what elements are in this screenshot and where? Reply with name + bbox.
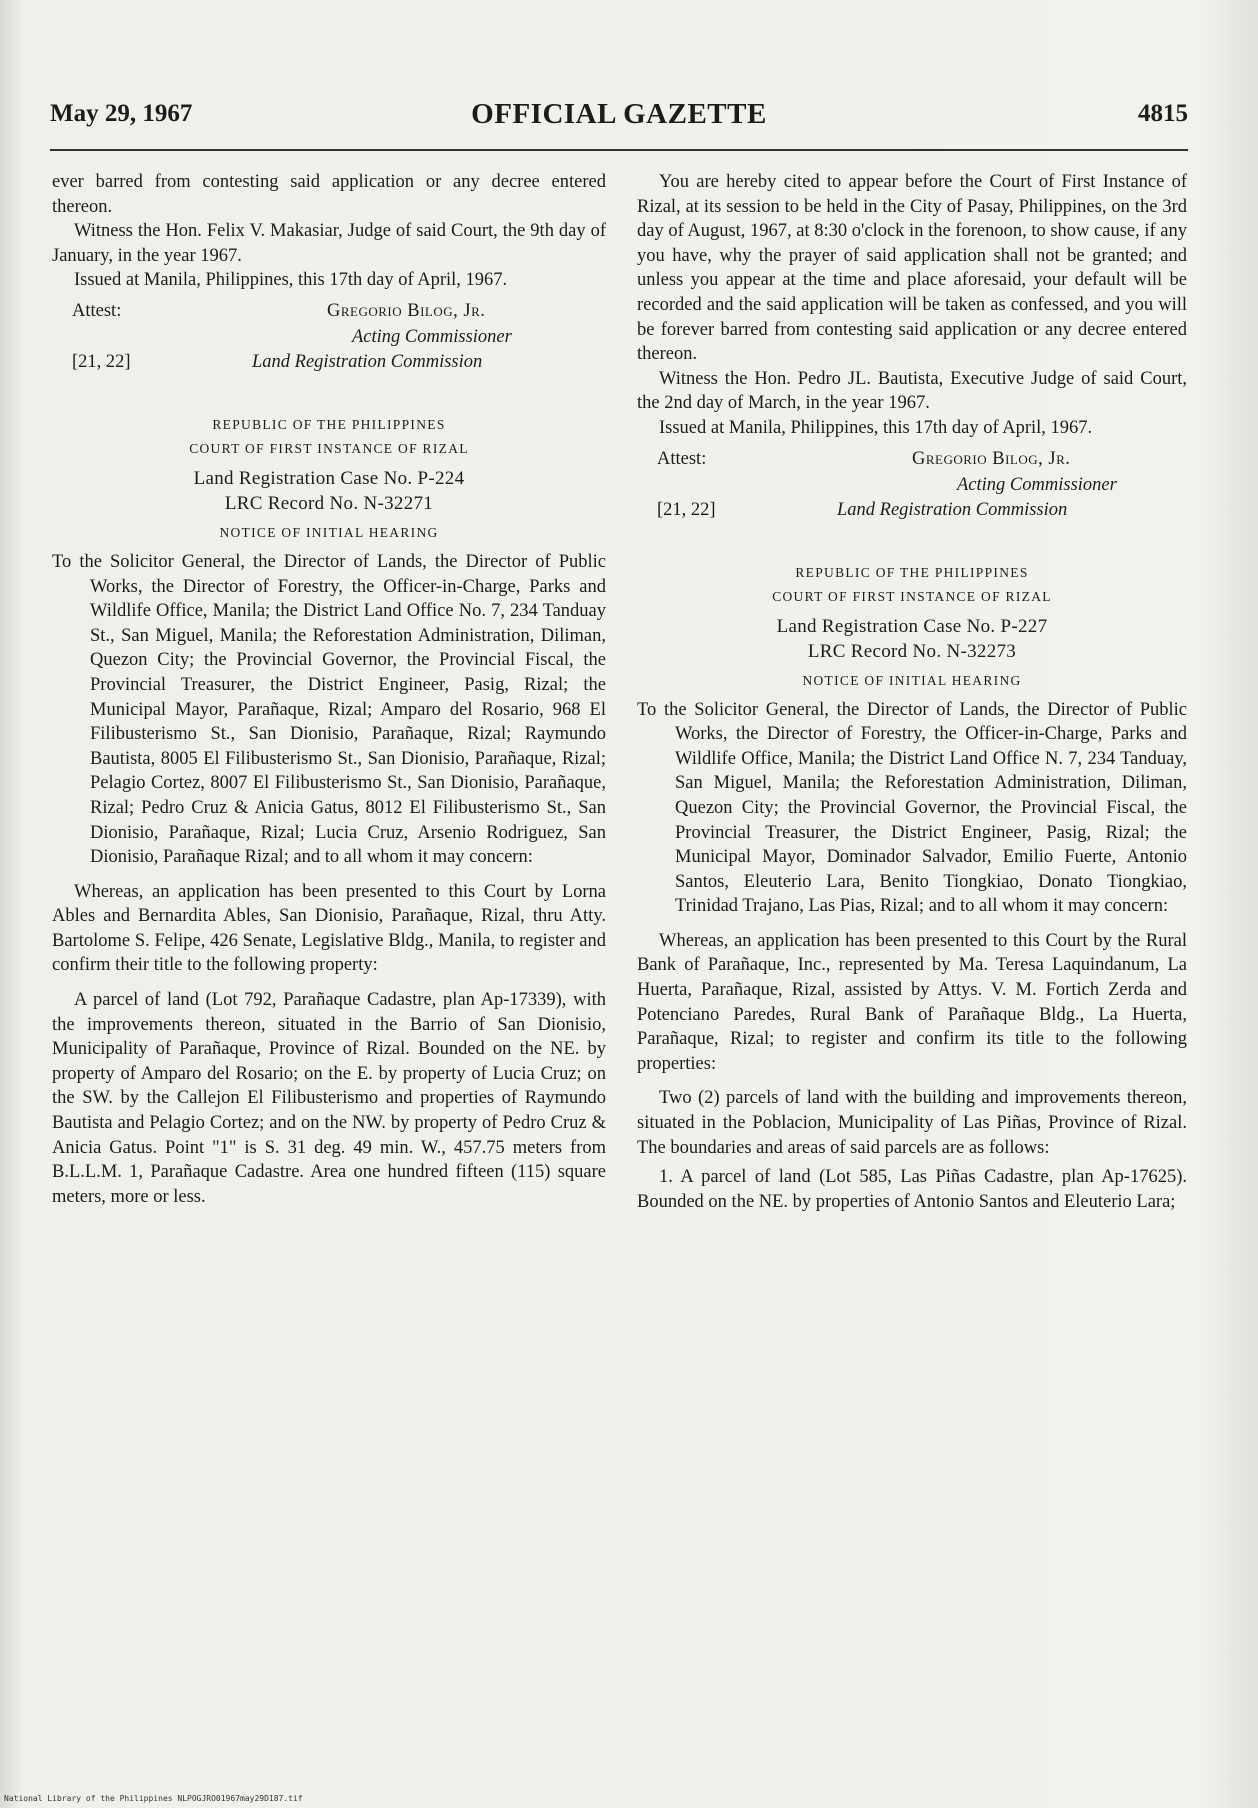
page-header bbox=[50, 98, 1188, 138]
issued-paragraph: Issued at Manila, Philippines, this 17th day of April, 1967. bbox=[659, 417, 1093, 438]
signatory-office-line bbox=[52, 350, 606, 375]
header-rule bbox=[50, 149, 1188, 151]
attest-block bbox=[52, 299, 606, 325]
notice-reference: [21, 22] bbox=[657, 499, 716, 520]
whereas-paragraph: Whereas, an application has been presented to this Court by the Rural Bank of Parañaque, Inc., represented by Ma. Teresa Laquindanum, La Huerta, Parañaque, Rizal, assisted by Attys. V. M. Fortich Zerda and Potenciano Paredes, Rural Bank of Parañaque Bldg., La Huerta, Parañaque, Rizal; to register and confirm its title to the following properties: bbox=[637, 930, 1187, 1074]
issued-paragraph: Issued at Manila, Philippines, this 17th day of April, 1967. bbox=[74, 270, 508, 291]
page-number: 4815 bbox=[1138, 100, 1188, 127]
signatory-title: Acting Commissioner bbox=[957, 474, 1117, 495]
scan-footer: National Library of the Philippines NLPOGJRO01967may29D187.tif bbox=[4, 1794, 303, 1803]
signatory-name: Gregorio Bilog, Jr. bbox=[912, 448, 1071, 469]
signatory-title: Acting Commissioner bbox=[352, 326, 512, 347]
republic-heading: REPUBLIC OF THE PHILIPPINES bbox=[212, 416, 446, 432]
parcels-intro: Two (2) parcels of land with the building and improvements thereon, situated in the Poblacion, Municipality of Las Piñas, Province of Rizal. The boundaries and areas of said parcels are as follows: bbox=[637, 1088, 1187, 1158]
signatory-title-line bbox=[637, 473, 1187, 498]
lrc-record: LRC Record No. N-32271 bbox=[224, 492, 434, 514]
attest-label: Attest: bbox=[657, 448, 707, 469]
notice-title: NOTICE OF INITIAL HEARING bbox=[802, 672, 1022, 688]
addressees: To the Solicitor General, the Director of Lands, the Director of Public Works, the Director of Forestry, the Officer-in-Charge, Parks and Wildlife Office, Manila; the District Land Office N. 7, 234 Tanduay, San Miguel, Manila; the Reforestation Administration, Diliman, Quezon City; the Provincial Governor, the Provincial Fiscal, the Provincial Treasurer, the District Engineer, Pasig, Rizal; the Municipal Mayor, Dominador Salvador, Emilio Fuerte, Antonio Santos, Eleuterio Lara, Benito Tiongkiao, Donato Tiongkiao, Trinidad Trajano, Las Pias, Rizal; and to all whom it may concern: bbox=[637, 699, 1187, 917]
court-heading: COURT OF FIRST INSTANCE OF RIZAL bbox=[189, 440, 469, 456]
citation-paragraph: You are hereby cited to appear before the Court of First Instance of Rizal, at its session to be held in the City of Pasay, Philippines, on the 3rd day of August, 1967, at 8:30 o'clock in the forenoon, to show cause, if any you have, why the prayer of said application shall not be granted; and unless you appear at the time and place aforesaid, your default will be recorded and the said application will be taken as confessed, and you will be forever barred from contesting said application or any decree entered thereon. bbox=[637, 172, 1188, 365]
attest-block bbox=[637, 447, 1187, 473]
issue-date: May 29, 1967 bbox=[50, 100, 193, 127]
signatory-title-line bbox=[52, 325, 606, 350]
court-heading: COURT OF FIRST INSTANCE OF RIZAL bbox=[772, 588, 1052, 604]
case-number: Land Registration Case No. P-224 bbox=[193, 467, 465, 489]
addressees: To the Solicitor General, the Director of Lands, the Director of Public Works, the Director of Forestry, the Officer-in-Charge, Parks and Wildlife Office, Manila; the District Land Office No. 7, 234 Tanduay St., San Miguel, Manila; the Reforestation Administration, Diliman, Quezon City; the Provincial Governor, the Provincial Fiscal, the Provincial Treasurer, the District Engineer, Pasig, Rizal; the Municipal Mayor, Parañaque, Rizal; Amparo del Rosario, 968 El Filibusterismo St., San Dionisio, Parañaque, Rizal; Raymundo Bautista, 8005 El Filibusterismo St., San Dionisio, Parañaque, Rizal; Pelagio Cortez, 8007 El Filibusterismo St., San Dionisio, Parañaque, Rizal; Pedro Cruz & Anicia Gatus, 8012 El Filibusterismo St., San Dionisio, Parañaque, Rizal; Lucia Cruz, Arsenio Rodriguez, San Dionisio, Parañaque Rizal; and to all whom it may concern: bbox=[52, 551, 606, 868]
lrc-record: LRC Record No. N-32273 bbox=[807, 640, 1017, 662]
whereas-paragraph: Whereas, an application has been presented to this Court by Lorna Ables and Bernardita Ables, San Dionisio, Parañaque, Rizal, thru Atty. Bartolome S. Felipe, 426 Senate, Legislative Bldg., Manila, to register and confirm their title to the following property: bbox=[52, 881, 606, 976]
publication-title: OFFICIAL GAZETTE bbox=[471, 98, 767, 130]
notice-title: NOTICE OF INITIAL HEARING bbox=[219, 524, 439, 540]
notice-reference: [21, 22] bbox=[72, 351, 131, 372]
signatory-office-line bbox=[637, 498, 1187, 523]
left-column bbox=[52, 170, 606, 1209]
parcel-description: A parcel of land (Lot 792, Parañaque Cadastre, plan Ap-17339), with the improvements thereon, situated in the Barrio of San Dionisio, Municipality of Parañaque, Province of Rizal. Bounded on the NE. by property of Amparo del Rosario; on the E. by property of Lucia Cruz; on the SW. by the Callejon El Filibusterismo and properties of Raymundo Bautista and Pelagio Cortez; and on the NW. by property of Pedro Cruz & Anicia Gatus. Point "1" is S. 31 deg. 49 min. W., 457.75 meters from B.L.L.M. 1, Parañaque Cadastre. Area one hundred fifteen (115) square meters, more or less. bbox=[52, 990, 606, 1207]
signatory-office: Land Registration Commission bbox=[252, 351, 483, 372]
continued-text: ever barred from contesting said application or any decree entered thereon. bbox=[52, 172, 606, 217]
witness-paragraph: Witness the Hon. Pedro JL. Bautista, Executive Judge of said Court, the 2nd day of March, in the year 1967. bbox=[637, 368, 1187, 414]
signatory-name: Gregorio Bilog, Jr. bbox=[327, 300, 486, 321]
signatory-office: Land Registration Commission bbox=[837, 499, 1068, 520]
attest-label: Attest: bbox=[72, 300, 122, 321]
right-column bbox=[637, 170, 1187, 1214]
case-number: Land Registration Case No. P-227 bbox=[776, 615, 1048, 637]
witness-paragraph: Witness the Hon. Felix V. Makasiar, Judge of said Court, the 9th day of January, in the year 1967. bbox=[52, 221, 606, 266]
republic-heading: REPUBLIC OF THE PHILIPPINES bbox=[795, 564, 1029, 580]
parcel-1-description: 1. A parcel of land (Lot 585, Las Piñas Cadastre, plan Ap-17625). Bounded on the NE. by properties of Antonio Santos and Eleuterio Lara; bbox=[637, 1167, 1187, 1212]
